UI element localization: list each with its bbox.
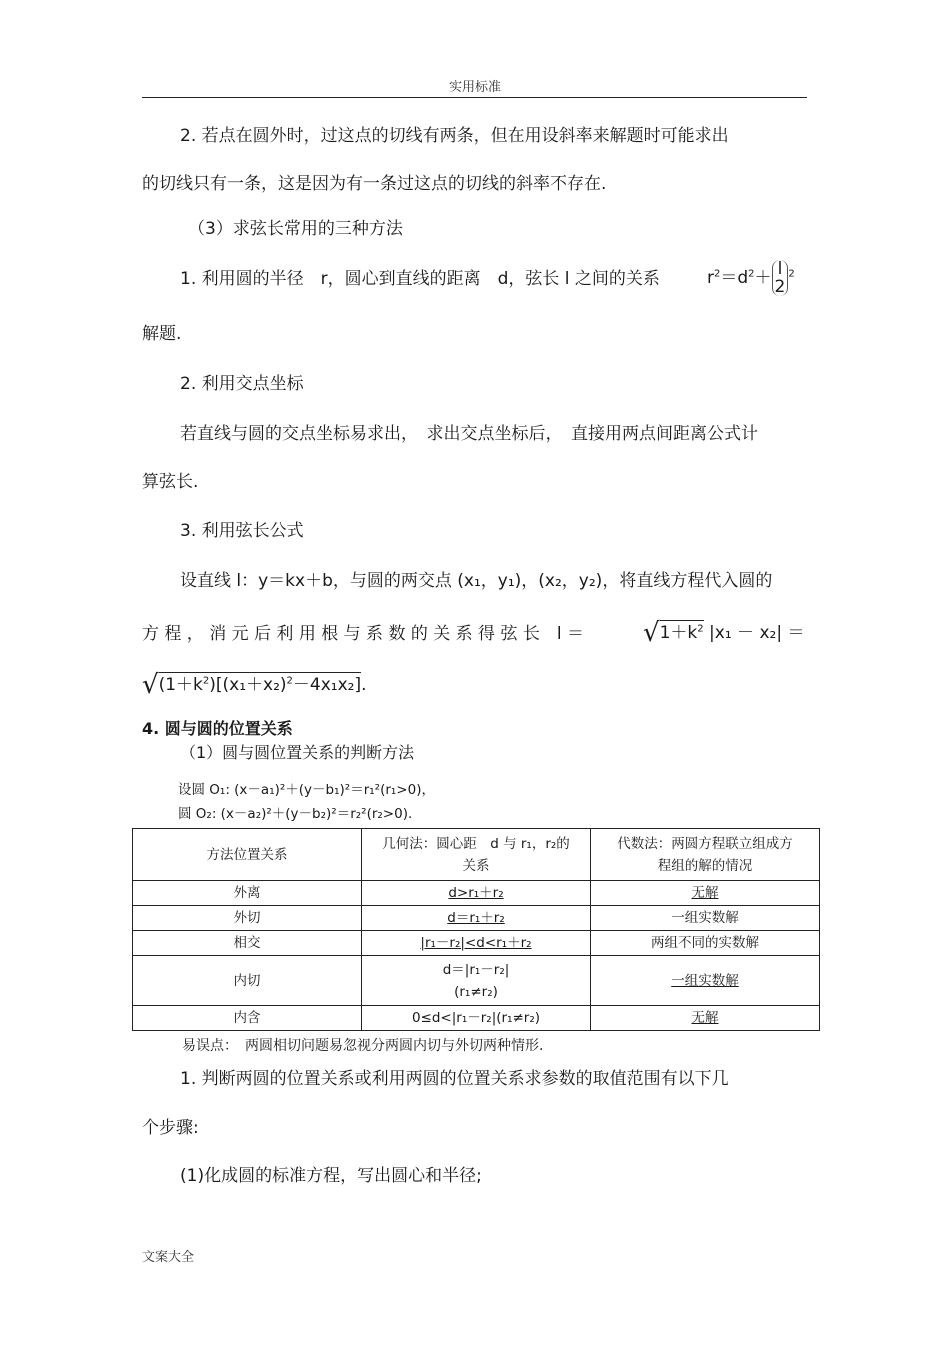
table-row	[133, 931, 820, 956]
sqrt1-body	[660, 620, 704, 643]
table-cell: 相交	[133, 931, 362, 956]
table-cell: 两组不同的实数解	[591, 931, 820, 956]
method1-text: 1. 利用圆的半径 r，圆心到直线的距离 d，弦长 l 之间的关系	[180, 269, 660, 289]
header-line: 几何法：圆心距 d 与 r₁，r₂的	[382, 835, 570, 852]
sec4-eq1: 设圆 O₁: (x－a₁)²＋(y－b₁)²＝r₁²(r₁>0)，	[178, 782, 435, 798]
method3-line2-tail: |x₁ － x₂| ＝	[709, 623, 805, 643]
sqrt2-exp: 2	[202, 675, 210, 687]
method3-sqrt1	[643, 620, 804, 646]
sec4-sub: （1）圆与圆位置关系的判断方法	[180, 743, 415, 762]
formula-exp: 2	[714, 268, 721, 280]
formula-exp: 2	[748, 268, 755, 280]
sqrt1-text: 1＋k	[659, 623, 698, 643]
table-cell: 外切	[133, 906, 362, 931]
cell-text: |r₁－r₂|<d<r₁＋r₂	[420, 935, 532, 951]
table-cell	[591, 956, 820, 1006]
table-row	[133, 906, 820, 931]
table-header	[591, 829, 820, 881]
cell-text: d>r₁＋r₂	[448, 885, 504, 901]
table-cell	[362, 931, 591, 956]
header-rule	[142, 97, 807, 98]
method1-tail: 解题.	[142, 324, 182, 344]
frac-num: l	[777, 259, 783, 279]
sqrt2-exp: 2	[286, 675, 293, 687]
method3-line1: 设直线 l：y＝kx＋b，与圆的两交点 (x₁，y₁)，(x₂，y₂)，将直线方程代入圆的	[180, 571, 773, 591]
header-title: 实用标准	[448, 80, 501, 95]
table-row	[133, 881, 820, 906]
table-header: 方法位置关系	[133, 829, 362, 881]
steps-line1: 1. 判断两圆的位置关系或利用两圆的位置关系求参数的取值范围有以下几	[180, 1069, 729, 1089]
cell-line: d＝|r₁－r₂|	[442, 961, 510, 978]
method2-heading: 2. 利用交点坐标	[180, 374, 304, 394]
table-cell: 外离	[133, 881, 362, 906]
table-header	[362, 829, 591, 881]
method3-sqrt2	[142, 672, 367, 698]
steps-line2: 个步骤:	[142, 1118, 199, 1138]
cell-text: 无解	[691, 885, 719, 901]
table-cell: 内切	[133, 956, 362, 1006]
table-cell	[362, 906, 591, 931]
cell-text: 无解	[691, 1010, 719, 1026]
formula-plus: ＋	[754, 268, 772, 288]
sqrt2-body	[159, 672, 362, 695]
sqrt-sign: √	[142, 670, 159, 700]
header-line: 关系	[462, 857, 490, 874]
method1-formula	[707, 260, 795, 300]
steps-line3: (1)化成圆的标准方程，写出圆心和半径;	[180, 1166, 482, 1186]
para1-line1: 2. 若点在圆外时，过这点的切线有两条，但在用设斜率来解题时可能求出	[180, 126, 729, 146]
formula-r: r	[707, 268, 714, 288]
frac-den: 2	[774, 277, 786, 297]
cell-text: 一组实数解	[671, 972, 739, 989]
sqrt2-c: －4x₁x₂]	[292, 675, 362, 695]
note-text: 易误点： 两圆相切问题易忽视分两圆内切与外切两种情形.	[182, 1038, 544, 1054]
table-row	[133, 956, 820, 1006]
method3-heading: 3. 利用弦长公式	[180, 521, 304, 541]
table-cell	[362, 956, 591, 1006]
sqrt2-b: )[(x₁＋x₂)	[209, 675, 287, 695]
sec3-heading: （3）求弦长常用的三种方法	[188, 219, 403, 239]
cell-text: d＝r₁＋r₂	[447, 910, 505, 926]
sqrt2-a: (1＋k	[158, 675, 203, 695]
footer-text: 文案大全	[142, 1250, 195, 1265]
table-cell: 0≤d<|r₁－r₂|(r₁≠r₂)	[362, 1006, 591, 1031]
table-row	[133, 1006, 820, 1031]
sqrt2-tail: .	[361, 675, 367, 695]
table-header-row	[133, 829, 820, 881]
relation-table	[132, 828, 820, 1031]
table-cell: 内含	[133, 1006, 362, 1031]
method3-line2: 方 程 ， 消 元 后 利 用 根 与 系 数 的 关 系 得 弦 长 l ＝	[142, 624, 584, 644]
formula-fraction	[772, 260, 789, 296]
sqrt-sign: √	[643, 618, 660, 648]
method2-line1: 若直线与圆的交点坐标易求出， 求出交点坐标后， 直接用两点间距离公式计	[180, 424, 758, 444]
method2-line2: 算弦长.	[142, 472, 199, 492]
table-cell	[591, 1006, 820, 1031]
table-cell	[362, 881, 591, 906]
sec4-eq2: 圆 O₂: (x－a₂)²＋(y－b₂)²＝r₂²(r₂>0).	[178, 806, 413, 822]
table-cell: 一组实数解	[591, 906, 820, 931]
table-cell	[591, 881, 820, 906]
header-line: 代数法：两圆方程联立组成方	[617, 835, 793, 852]
formula-exp: 2	[788, 268, 795, 280]
para1-line2: 的切线只有一条，这是因为有一条过这点的切线的斜率不存在.	[142, 174, 607, 194]
header-line: 程组的解的情况	[657, 857, 753, 874]
sec4-heading: 4. 圆与圆的位置关系	[142, 719, 293, 738]
cell-line: (r₁≠r₂)	[454, 983, 498, 1000]
formula-mid: ＝d	[720, 268, 749, 288]
sqrt1-exp: 2	[697, 623, 704, 635]
